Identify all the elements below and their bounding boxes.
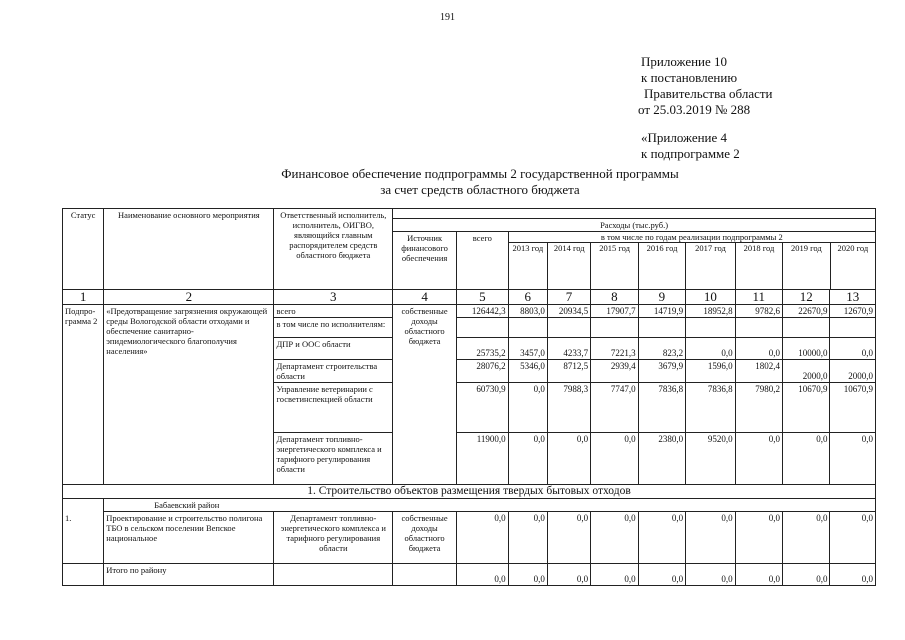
header-year: 2013 год	[509, 243, 548, 289]
value-cell: 2000,0	[830, 360, 876, 383]
header-source: Источник финансового обеспечения	[393, 232, 457, 290]
column-number: 8	[591, 290, 638, 305]
value-cell: 7980,2	[735, 383, 782, 433]
value-cell: 0,0	[457, 512, 509, 564]
appendix-note	[638, 54, 773, 162]
value-cell: 7221,3	[591, 338, 638, 360]
value-cell: 4233,7	[547, 338, 590, 360]
value-cell: 11900,0	[457, 433, 509, 485]
value-cell: 7747,0	[591, 383, 638, 433]
title-line: Финансовое обеспечение подпрограммы 2 государственной программы	[281, 166, 679, 181]
header-expenses: Расходы (тыс.руб.)	[393, 219, 876, 232]
value-cell: 3679,9	[638, 360, 685, 383]
value-cell: 2380,0	[638, 433, 685, 485]
value-cell: 7836,8	[638, 383, 685, 433]
executor-name: Департамент топливно-энергетического комплекса и тарифного регулирования области	[274, 433, 393, 485]
value-cell: 25735,2	[457, 338, 509, 360]
value-cell: 0,0	[735, 564, 782, 586]
subprogram-status: Подпро-грамма 2	[63, 305, 104, 485]
value-cell	[508, 318, 547, 338]
value-cell: 0,0	[457, 564, 509, 586]
header-total: всего	[457, 232, 509, 290]
value-cell: 7988,3	[547, 383, 590, 433]
item-event: Проектирование и строительство полигона ТБО в сельском поселении Вепское национальное	[104, 512, 274, 564]
value-cell: 0,0	[686, 564, 736, 586]
value-cell: 22670,9	[783, 305, 830, 318]
value-cell: 8803,0	[508, 305, 547, 318]
column-number: 11	[735, 290, 782, 305]
value-cell: 0,0	[547, 512, 590, 564]
value-cell: 0,0	[686, 338, 736, 360]
total-row	[63, 564, 876, 586]
subprogram-source: собственные доходы областного бюджета	[393, 305, 457, 485]
item-source: собственные доходы областного бюджета	[393, 512, 457, 564]
item-number: 1.	[63, 512, 104, 564]
value-cell: 0,0	[508, 564, 547, 586]
value-cell: 18952,8	[686, 305, 736, 318]
header-year: 2019 год	[783, 243, 830, 289]
section-row	[63, 485, 876, 499]
value-cell	[735, 318, 782, 338]
column-number: 13	[830, 290, 876, 305]
header-year: 2020 год	[837, 243, 869, 253]
column-number: 7	[547, 290, 590, 305]
value-cell: 0,0	[783, 564, 830, 586]
document-title	[230, 166, 730, 198]
appendix-line: к подпрограмме 2	[641, 146, 740, 161]
table-row	[63, 305, 876, 318]
executor-name: ДПР и ООС области	[274, 338, 393, 360]
column-number: 9	[638, 290, 685, 305]
appendix-line: Правительства области	[644, 86, 773, 101]
executor-name: всего	[274, 305, 393, 318]
value-cell: 0,0	[783, 512, 830, 564]
value-cell: 0,0	[735, 512, 782, 564]
value-cell	[591, 318, 638, 338]
value-cell: 823,2	[638, 338, 685, 360]
value-cell: 0,0	[686, 512, 736, 564]
item-responsible: Департамент топливно-энергетического комплекса и тарифного регулирования области	[274, 512, 393, 564]
value-cell: 8712,5	[547, 360, 590, 383]
value-cell: 2000,0	[783, 360, 830, 383]
value-cell: 10670,9	[830, 383, 876, 433]
district-row	[63, 499, 876, 512]
value-cell	[547, 318, 590, 338]
value-cell: 0,0	[591, 433, 638, 485]
value-cell: 0,0	[508, 512, 547, 564]
value-cell: 0,0	[638, 564, 685, 586]
column-number: 1	[63, 290, 104, 305]
header-event: Наименование основного мероприятия	[104, 209, 274, 290]
value-cell: 0,0	[591, 564, 638, 586]
value-cell: 9782,6	[735, 305, 782, 318]
appendix-line: к постановлению	[641, 70, 738, 85]
page-number: 191	[440, 12, 455, 23]
executor-name: Управление ветеринарии с госветинспекцией области	[274, 383, 393, 433]
value-cell: 1802,4	[735, 360, 782, 383]
value-cell: 1596,0	[686, 360, 736, 383]
appendix-line: «Приложение 4	[641, 130, 728, 145]
column-number: 5	[457, 290, 509, 305]
value-cell	[783, 318, 830, 338]
column-number: 6	[508, 290, 547, 305]
value-cell: 0,0	[830, 338, 876, 360]
value-cell: 10670,9	[783, 383, 830, 433]
value-cell: 0,0	[547, 564, 590, 586]
executor-name: в том числе по исполнителям:	[274, 318, 393, 338]
column-number: 3	[274, 290, 393, 305]
value-cell: 0,0	[783, 433, 830, 485]
value-cell: 0,0	[508, 433, 547, 485]
value-cell: 0,0	[830, 433, 876, 485]
value-cell: 14719,9	[638, 305, 685, 318]
value-cell: 5346,0	[508, 360, 547, 383]
value-cell: 0,0	[638, 512, 685, 564]
header-year: 2018 год	[736, 243, 783, 289]
value-cell: 28076,2	[457, 360, 509, 383]
executor-name: Департамент строительства области	[274, 360, 393, 383]
section-heading: 1. Строительство объектов размещения твердых бытовых отходов	[63, 485, 876, 499]
value-cell: 0,0	[508, 383, 547, 433]
value-cell: 2939,4	[591, 360, 638, 383]
header-responsible: Ответственный исполнитель, исполнитель, ОИГВО, являющийся главным распорядителем средств областного бюджета	[274, 209, 393, 290]
value-cell: 0,0	[735, 433, 782, 485]
financing-table	[62, 208, 876, 586]
total-label: Итого по району	[104, 564, 274, 586]
table-row	[63, 512, 876, 564]
value-cell: 7836,8	[686, 383, 736, 433]
column-number: 10	[686, 290, 736, 305]
value-cell	[686, 318, 736, 338]
value-cell: 20934,5	[547, 305, 590, 318]
district-name: Бабаевский район	[104, 499, 876, 512]
title-line: за счет средств областного бюджета	[380, 182, 580, 197]
appendix-line: от 25.03.2019 № 288	[638, 102, 751, 117]
header-status: Статус	[63, 209, 104, 290]
appendix-line: Приложение 10	[641, 54, 728, 69]
value-cell: 0,0	[830, 564, 876, 586]
value-cell: 10000,0	[783, 338, 830, 360]
header-year: 2017 год	[686, 243, 735, 289]
subprogram-event: «Предотвращение загрязнения окружающей среды Вологодской области отходами и обеспечение санитарно-эпидемиологического благополучия населения»	[104, 305, 274, 485]
value-cell	[638, 318, 685, 338]
column-number: 2	[104, 290, 274, 305]
value-cell: 0,0	[830, 512, 876, 564]
value-cell: 3457,0	[508, 338, 547, 360]
header-by-years: в том числе по годам реализации подпрограммы 2	[509, 232, 875, 243]
column-numbers-row	[63, 290, 876, 305]
header-year: 2015 год	[591, 243, 638, 289]
value-cell: 0,0	[547, 433, 590, 485]
value-cell: 17907,7	[591, 305, 638, 318]
column-number: 4	[393, 290, 457, 305]
value-cell: 0,0	[591, 512, 638, 564]
value-cell: 9520,0	[686, 433, 736, 485]
header-year: 2014 год	[548, 243, 591, 289]
header-year: 2016 год	[639, 243, 686, 289]
value-cell: 60730,9	[457, 383, 509, 433]
value-cell: 126442,3	[457, 305, 509, 318]
value-cell: 0,0	[735, 338, 782, 360]
column-number: 12	[783, 290, 830, 305]
value-cell	[457, 318, 509, 338]
value-cell	[830, 318, 876, 338]
value-cell: 12670,9	[830, 305, 876, 318]
